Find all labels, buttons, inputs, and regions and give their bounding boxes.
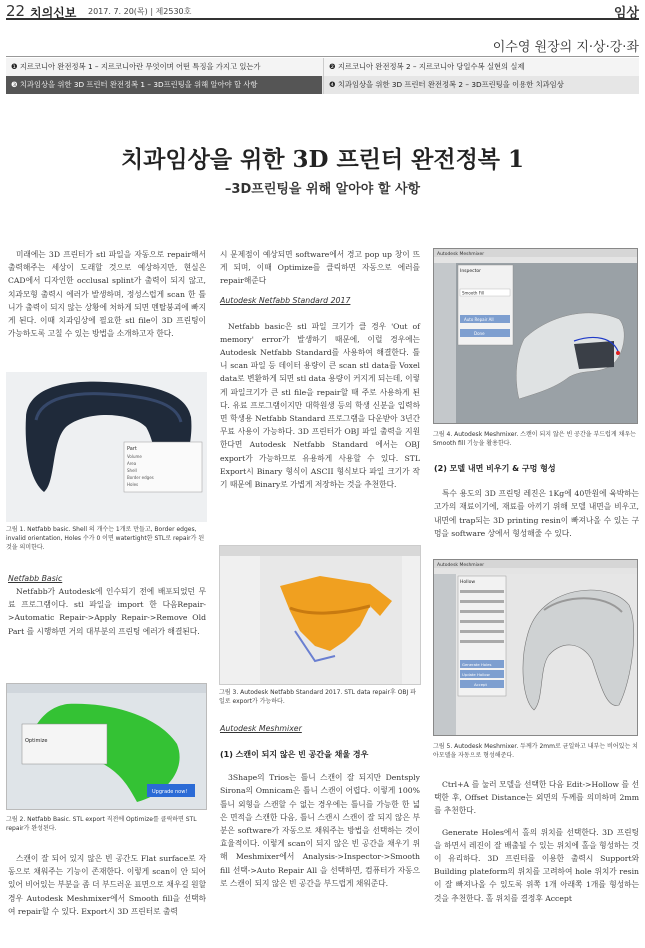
netfabb-basic-text: Netfabb가 Autodesk에 인수되기 전에 배포되었던 무료 프로그램이다. stl 파일을 import 한 다음Repair->Automatic Repair->Apply Repair->Remove Old Part 를 시행하면 거의 대부분의 프린팅 에러가 해결된다. bbox=[8, 587, 206, 636]
netfabb-basic-heading: Netfabb Basic bbox=[8, 574, 63, 583]
figure-2-image bbox=[6, 683, 207, 810]
meshmixer-heading: Autodesk Meshmixer bbox=[220, 724, 302, 733]
issue-date: 2017. 7. 20(목) | 제2530호 bbox=[88, 7, 192, 16]
netfabb-std-text: Netfabb basic은 stl 파일 크기가 클 경우 'Out of memory' error가 발생하기 때문에, 이럴 경우에는 Autodesk Netfabb Standard를 사용하여 해결한다. 틀니 scan 파일 등 데이터 용량이 큰 scan stl data를 Voxel data로 변환하게 되면 stl data 용량이 커지게 되는데, 이렇게 파일크기가 큰 stl file을 repair할 때 주로 사용하게 된다. 유료 프로그램이지만 대학원생 등의 학생 신분을 입력하면 학생용 Netfabb Standard 프로그램을 다운받아 3년간 무료 사용이 가능하다. 3D 프린터가 OBJ 파일 출력을 지원한다면 Autodesk Netfabb Standard 에서는 OBJ export가 가능하므로 유용하게 사용할 수 있다. STL Export시 Binary 형식이 ASCII 형식보다 파일 크기가 작기 때문에 Binary로 가볍게 저장하는 것을 추천한다. bbox=[220, 321, 420, 490]
figure-1-image bbox=[6, 372, 207, 522]
fig5-generate: Generate Holes bbox=[462, 662, 492, 667]
toc-item-4[interactable]: ❹ 치과임상을 위한 3D 프린터 완전정복 2 – 3D프린팅을 이용한 치과임상 bbox=[323, 76, 639, 94]
fig5-accept: Accept bbox=[474, 682, 487, 687]
toc-item-2[interactable]: ❷ 지르코니아 완전정복 2 – 지르코니아 당일수복 실현의 실제 bbox=[323, 58, 639, 76]
series-title: 이수영 원장의 지·상·강·좌 bbox=[492, 40, 639, 55]
svg-text:Shell: Shell bbox=[127, 468, 137, 473]
fig4-done: Done bbox=[474, 331, 485, 336]
series-toc bbox=[6, 56, 639, 93]
figure-3-caption: 그림 3. Autodesk Netfabb Standard 2017. STL data repair후 OBJ 파일로 export가 가능하다. bbox=[219, 689, 417, 705]
toc-item-1[interactable]: ❶ 지르코니아 완전정복 1 – 지르코니아란 무엇이며 어떤 특징을 가지고 있는가 bbox=[11, 62, 261, 71]
figure-5-image bbox=[433, 559, 638, 736]
netfabb-basic-section bbox=[8, 572, 206, 638]
hollow-section bbox=[434, 462, 639, 540]
fig4-auto-repair: Auto Repair All bbox=[464, 317, 494, 322]
col2-top-text: 시 문제점이 예상되면 software에서 경고 pop up 창이 뜨게 되며, 이때 Optimize를 클릭하면 자동으로 에러를 repair해준다 bbox=[220, 250, 420, 286]
figure-4-image bbox=[433, 248, 638, 424]
section-name: 임상 bbox=[613, 6, 639, 21]
col3-end bbox=[434, 778, 639, 905]
fig5-app-title: Autodesk Meshmixer bbox=[437, 563, 485, 568]
fig1-panel-title: Part bbox=[127, 446, 137, 452]
fig4-panel: Inspector bbox=[460, 269, 481, 274]
svg-text:Area: Area bbox=[127, 461, 137, 466]
figure-3-image bbox=[219, 545, 421, 685]
figure-5-caption: 그림 5. Autodesk Meshmixer. 두께가 2mm로 균일하고 내부는 비어있는 치아모델을 자동으로 형성해준다. bbox=[433, 743, 638, 759]
col2-top bbox=[220, 248, 420, 491]
meshmixer-section bbox=[220, 722, 420, 890]
fig5-panel: Hollow bbox=[460, 580, 476, 585]
hollow-text: 특수 용도의 3D 프린팅 레진은 1Kg에 40만원에 육박하는 고가의 재료이기에, 재료를 아끼기 위해 모델 내면을 비우고, 내면에 trap되는 3D printing resin이 빠져나올 수 있는 구멍을 software 상에서 형성해줄 수 있다. bbox=[434, 489, 639, 538]
figure-1-caption: 그림 1. Netfabb basic. Shell 의 개수는 1개로 만들고, Border edges, invalid orientation, Holes 수가 0 이면 watertight한 STL로 repair가 된 것을 의미한다. bbox=[6, 526, 205, 551]
svg-text:Border edges: Border edges bbox=[127, 475, 154, 480]
col3-end-text-2: Generate Holes에서 홀의 위치를 선택한다. 3D 프린팅을 하면서 레진이 잘 배출될 수 있는 위치에 홀을 형성하는 것이 유리하다. 3D 프린터를 이용한 출력시 Support와 Building plateform의 위치를 고려하여 hole 위치가 resin이 잘 빠져나올 수 있도록 위쪽 1개 아래쪽 1개를 형성하는 것을 추천한다. 홀 위치를 결정후 Accept bbox=[434, 827, 639, 903]
meshmixer-text: 3Shape의 Trios는 틀니 스캔이 잘 되지만 Dentsply Sirona의 Omnicam은 틀니 스캔이 어렵다. 이렇게 100% 틀니 외형을 스캔할 수 없는 경우에는 틀니를 가능한 한 넓은 면적을 스캔한 다음, 틀니 스캔시 스캔이 잘 되지 않은 부분은 software가 자동으로 채워주는 방법을 선택하는 것이 효율적이다. 이렇게 scan이 되지 않은 빈 공간을 채우기 위해 Meshmixer에서 Analysis->Inspector->Smooth fill 선택->Auto Repair All 을 선택하면, 컴퓨터가 자동으로 스캔이 되지 않은 빈 공간을 부드럽게 채워준다. bbox=[220, 773, 420, 888]
fig4-app-title: Autodesk Meshmixer bbox=[437, 252, 485, 257]
hollow-heading: (2) 모델 내면 비우기 & 구멍 형성 bbox=[434, 464, 556, 473]
col1-intro bbox=[8, 248, 206, 340]
paper-name: 치의신보 bbox=[30, 6, 77, 20]
page-number: 22 bbox=[6, 2, 26, 20]
article-title: 치과임상을 위한 3D 프린터 완전정복 1 bbox=[120, 146, 525, 173]
fig5-update: Update Hollow bbox=[462, 672, 490, 677]
figure-2-caption: 그림 2. Netfabb Basic. STL export 직전에 Optimize를 클릭하면 STL repair가 완성된다. bbox=[6, 816, 197, 832]
intro-paragraph: 미래에는 3D 프린터가 stl 파일을 자동으로 repair해서 출력해주는 세상이 도래할 것으로 예상하지만, 현실은 CAD에서 디자인한 occlusal splint가 출력이 되지 않고, 치과모형 출력시 에러가 발생하며, 정성스럽게 scan 한 틀니가 출력이 되지 않는 상황에 처하게 되면 멘탈붕괴에 빠지게 된다. 이때 치과임상에 필요한 stl file이 3D 프린팅이 가능하도록 고칠 수 있는 방법을 소개하고자 한다. bbox=[8, 250, 206, 339]
col1-end-text: 스캔이 잘 되어 있지 않은 빈 공간도 Flat surface로 자동으로 채워주는 기능이 존재한다. 이렇게 scan이 안 되어있어 비어있는 부분을 좀 더 부드러운 표면으로 채우길 원할 경우 Autodesk Meshmixer에서 Smooth fill을 선택하여 repair할 수 있다. Export시 3D 프린터로 출력 bbox=[8, 854, 206, 916]
svg-text:Holes: Holes bbox=[127, 482, 139, 487]
fig2-option: Optimize bbox=[25, 738, 48, 744]
svg-text:Volume: Volume bbox=[127, 454, 142, 459]
col3-end-text-1: Ctrl+A 를 눌러 모델을 선택한 다음 Edit->Hollow 를 선택한 후, Offset Distance는 외면의 두께를 의미하며 2mm를 추천한다. bbox=[434, 780, 639, 816]
toc-item-3[interactable]: ❸ 치과임상을 위한 3D 프린터 완전정복 1 – 3D프린팅을 위해 알아야 할 사항 bbox=[6, 76, 322, 94]
meshmixer-subheading: (1) 스캔이 되지 않은 빈 공간을 채울 경우 bbox=[220, 750, 369, 759]
figure-4-caption: 그림 4. Autodesk Meshmixer. 스캔이 되지 않은 빈 공간을 부드럽게 채우는 Smooth fill 기능을 활용한다. bbox=[433, 431, 636, 447]
col1-end bbox=[8, 852, 206, 918]
masthead bbox=[6, 4, 639, 20]
svg-text:Upgrade now!: Upgrade now! bbox=[152, 789, 188, 795]
netfabb-std-heading: Autodesk Netfabb Standard 2017 bbox=[220, 295, 351, 305]
fig4-dropdown: Smooth Fill bbox=[462, 290, 485, 296]
article-subtitle: –3D프린팅을 위해 알아야 할 사항 bbox=[224, 182, 421, 197]
